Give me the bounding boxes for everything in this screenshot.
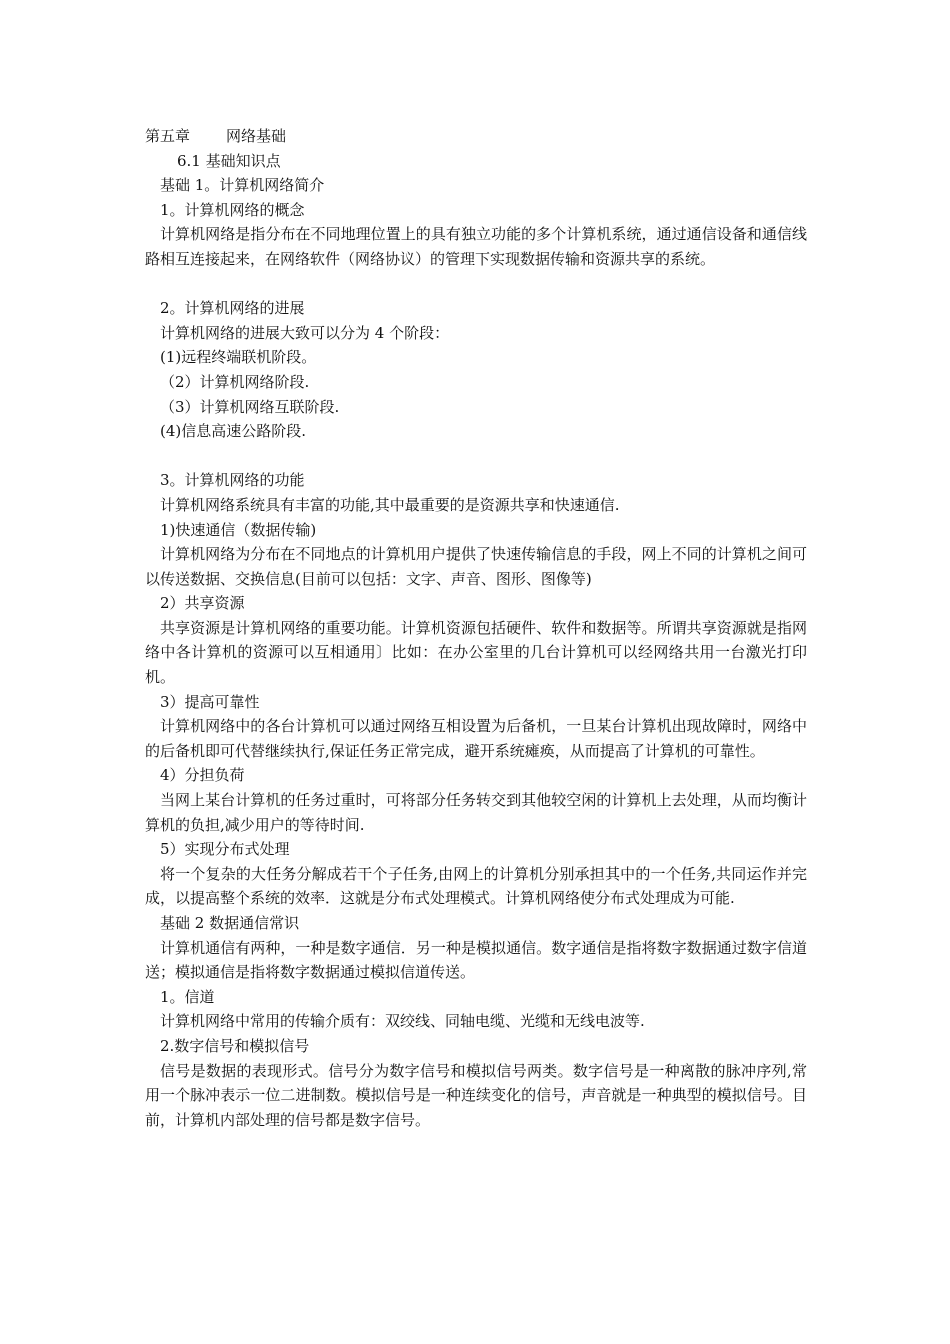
stage-item: (1)远程终端联机阶段。 [160, 348, 317, 367]
stage-item: (4)信息高速公路阶段. [160, 422, 307, 441]
progress-intro: 计算机网络的进展大致可以分为 4 个阶段： [160, 323, 450, 342]
signal-text: 信号是数据的表现形式。信号分为数字信号和模拟信号两类。数字信号是一种离散的脉冲序列,常用一个脉冲表示一位二进制数。模拟信号是一种连续变化的信号，声音就是一种典型的模拟信号。目前，计算机内部处理的信号都是数字信号。 [145, 1061, 807, 1129]
document-page [145, 124, 807, 1132]
function-item-text: 当网上某台计算机的任务过重时，可将部分任务转交到其他较空闲的计算机上去处理，从而均衡计算机的负担,减少用户的等待时间. [145, 791, 807, 834]
function-intro: 计算机网络系统具有丰富的功能,其中最重要的是资源共享和快速通信. [160, 495, 620, 514]
channel-heading: 1。信道 [160, 987, 215, 1006]
function-item-text: 将一个复杂的大任务分解成若干个子任务,由网上的计算机分别承担其中的一个任务,共同运作并完成，以提高整个系统的效率．这就是分布式处理模式。计算机网络使分布式处理成为可能. [145, 864, 807, 908]
spacer [145, 272, 807, 297]
channel-text: 计算机网络中常用的传输介质有：双绞线、同轴电缆、光缆和无线电波等. [160, 1012, 645, 1031]
function-item-heading: 1)快速通信（数据传输) [160, 520, 317, 539]
signal-heading: 2.数字信号和模拟信号 [160, 1036, 310, 1055]
concept-paragraph: 计算机网络是指分布在不同地理位置上的具有独立功能的多个计算机系统，通过通信设备和通信线路相互连接起来，在网络软件（网络协议）的管理下实现数据传输和资源共享的系统。 [145, 225, 807, 268]
function-item-heading: 4）分担负荷 [160, 766, 245, 785]
spacer [145, 444, 807, 469]
function-item-heading: 3）提高可靠性 [160, 692, 260, 711]
basic2-heading: 基础 2 数据通信常识 [160, 914, 300, 932]
chapter-title [145, 124, 807, 149]
stage-item: （3）计算机网络互联阶段. [160, 397, 340, 416]
function-item-text: 计算机网络为分布在不同地点的计算机用户提供了快速传输信息的手段，网上不同的计算机之间可以传送数据、交换信息(目前可以包括：文字、声音、图形、图像等) [145, 545, 807, 588]
section-title: 6.1 基础知识点 [177, 151, 281, 170]
concept-heading: 1。计算机网络的概念 [160, 200, 305, 219]
chapter-name: 网络基础 [226, 127, 287, 145]
function-item-heading: 2）共享资源 [160, 594, 245, 613]
basic1-heading: 基础 1。计算机网络简介 [160, 176, 325, 195]
stage-item: （2）计算机网络阶段. [160, 372, 310, 391]
chapter-number: 第五章 [145, 127, 191, 145]
function-heading: 3。计算机网络的功能 [160, 471, 305, 490]
progress-heading: 2。计算机网络的进展 [160, 299, 305, 318]
function-item-heading: 5）实现分布式处理 [160, 840, 290, 859]
function-item-text: 计算机网络中的各台计算机可以通过网络互相设置为后备机，一旦某台计算机出现故障时，网络中的后备机即可代替继续执行,保证任务正常完成，避开系统瘫痪，从而提高了计算机的可靠性。 [145, 717, 807, 760]
basic2-intro: 计算机通信有两种，一种是数字通信．另一种是模拟通信。数字通信是指将数字数据通过数字信道送；模拟通信是指将数字数据通过模拟信道传送。 [145, 938, 807, 982]
function-item-text: 共享资源是计算机网络的重要功能。计算机资源包括硬件、软件和数据等。所谓共享资源就是指网络中各计算机的资源可以互相通用〕比如：在办公室里的几台计算机可以经网络共用一台激光打印机。 [145, 618, 807, 687]
